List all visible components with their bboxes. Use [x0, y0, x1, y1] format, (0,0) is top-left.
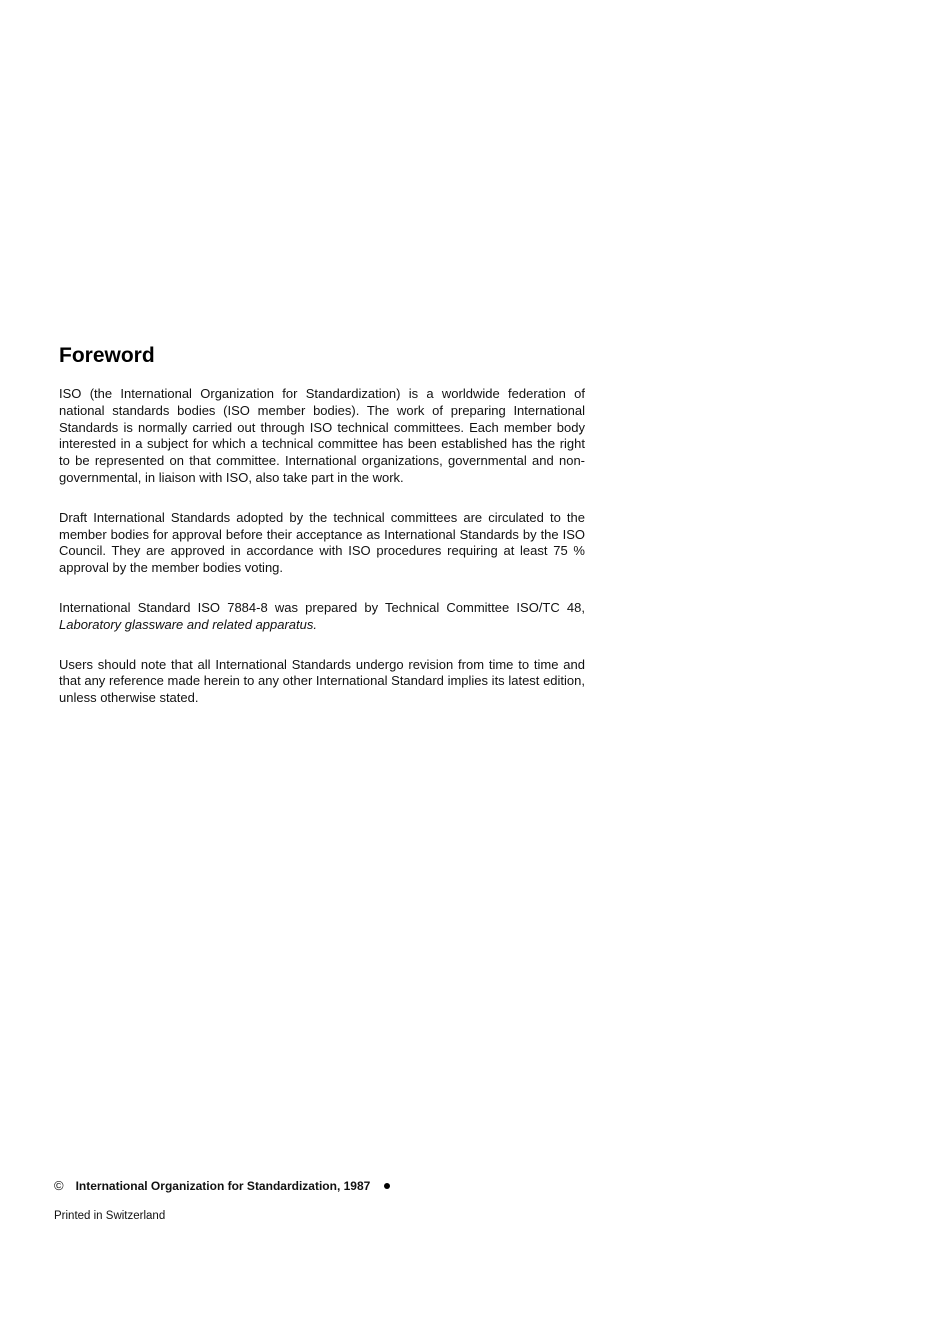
committee-title-text: Laboratory glassware and related apparatus. — [59, 616, 317, 632]
copyright-line — [54, 1178, 654, 1194]
printed-location: Printed in Switzerland — [54, 1210, 166, 1222]
standard-preparation-text: International Standard ISO 7884-8 was prepared by Technical Committee ISO/TC 48, — [59, 599, 585, 615]
copyright-icon: © — [54, 1178, 64, 1193]
copyright-text: International Organization for Standardization, 1987 — [75, 1179, 371, 1193]
bullet-icon — [384, 1183, 390, 1189]
foreword-paragraph-1: ISO (the International Organization for Standardization) is a worldwide federation of national standards bodies (ISO member bodies). The work of preparing International Standards is normally carried out through ISO technical committees. Each member body interested in a subject for which a technical committee has been established has the right to be represented on that committee. International organizations, governmental and non-governmental, in liaison with ISO, also take part in the work. — [59, 386, 585, 485]
page-footer — [54, 1178, 654, 1224]
foreword-heading: Foreword — [59, 344, 155, 367]
foreword-section — [59, 343, 585, 730]
foreword-paragraph-4: Users should note that all International Standards undergo revision from time to time and that any reference made herein to any other International Standard implies its latest edition, unless otherwise stated. — [59, 656, 585, 706]
foreword-paragraph-3 — [59, 600, 585, 634]
foreword-paragraph-2: Draft International Standards adopted by the technical committees are circulated to the member bodies for approval before their acceptance as International Standards by the ISO Council. They are approved in accordance with ISO procedures requiring at least 75 % approval by the member bodies voting. — [59, 509, 585, 576]
